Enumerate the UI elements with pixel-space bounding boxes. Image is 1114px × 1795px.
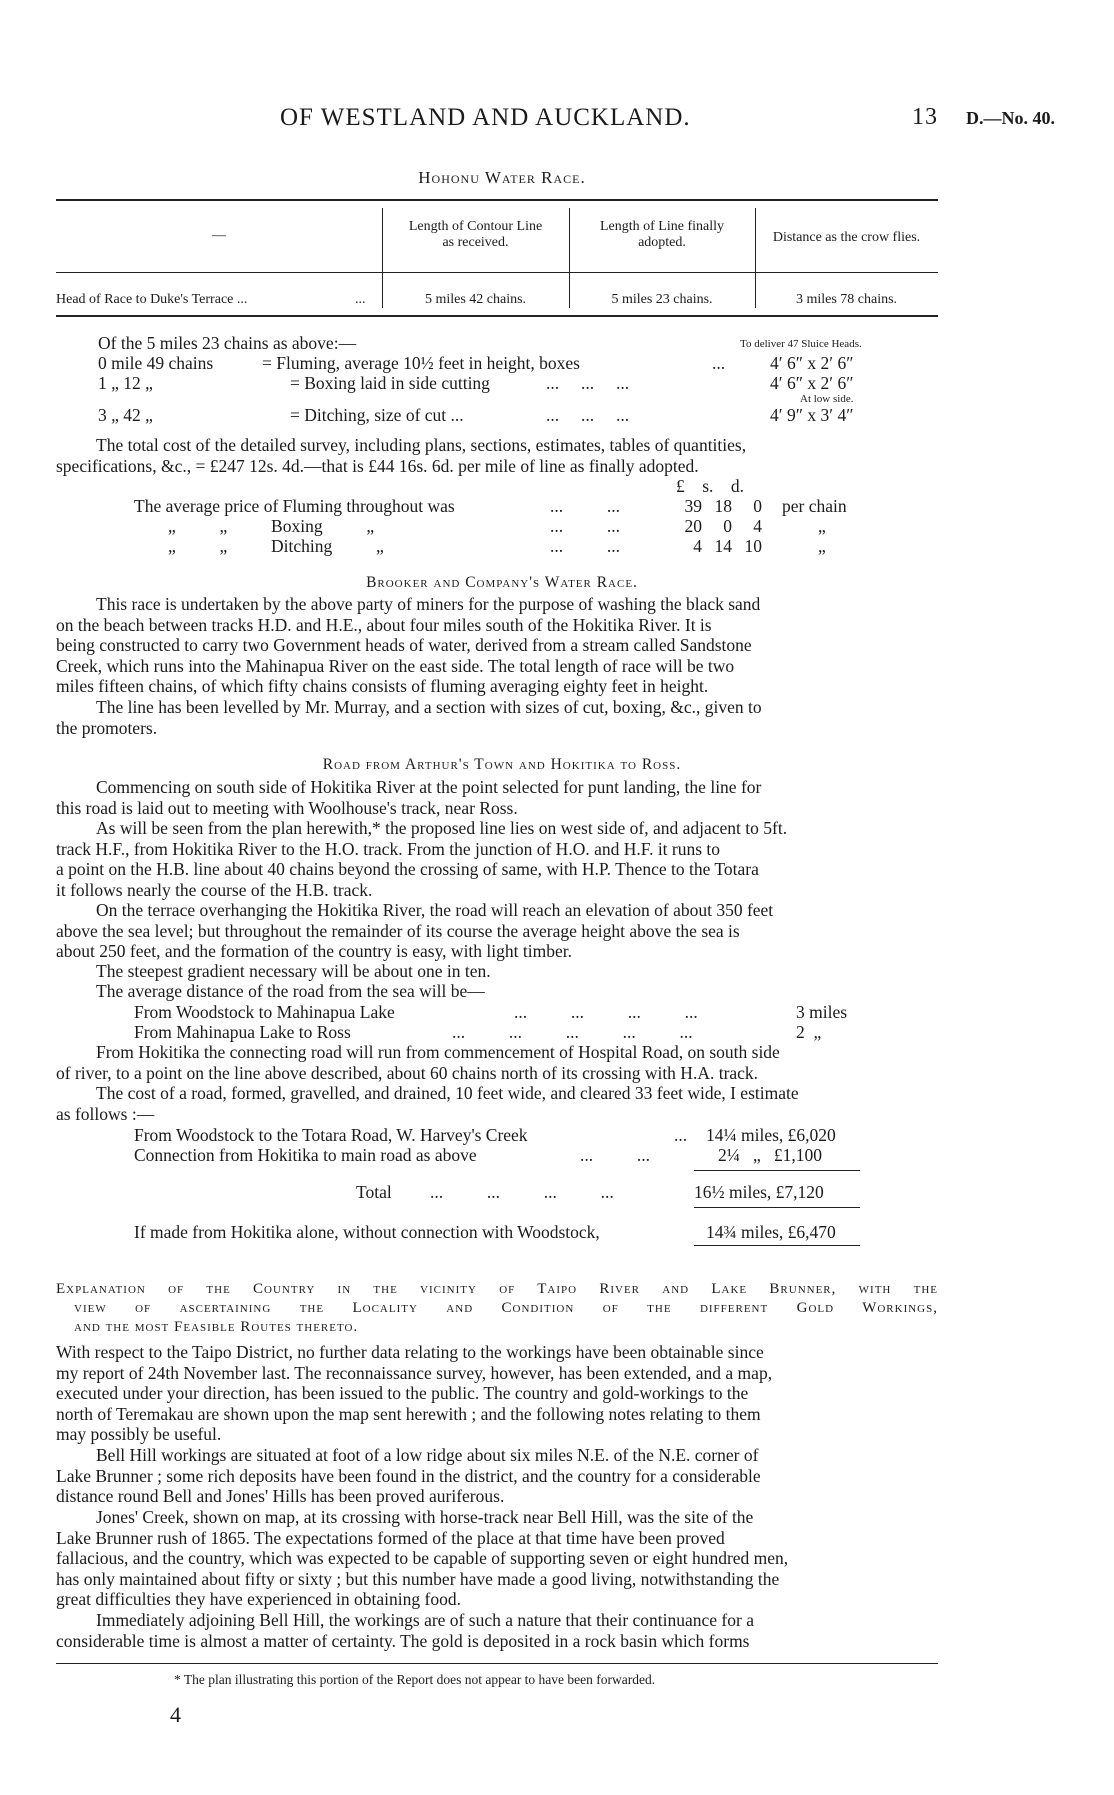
distance-label: From Mahinapua Lake to Ross xyxy=(134,1022,351,1042)
distance-dots: ... ... ... ... ... xyxy=(452,1022,693,1042)
price-pence: 0 xyxy=(753,496,762,516)
footnote: * The plan illustrating this portion of the Report does not appear to have been forwarded. xyxy=(174,1672,656,1687)
price-pence: 10 xyxy=(744,536,762,556)
low-side-note: At low side. xyxy=(800,393,854,405)
cost-dots: ... ... xyxy=(580,1145,650,1165)
price-shillings: 18 xyxy=(714,496,732,516)
table-header-blank: — xyxy=(212,228,226,243)
price-unit: „ xyxy=(818,516,826,536)
taipo-paragraph-1: With respect to the Taipo District, no further data relating to the workings have been obtainable since my report of 24th November last. The reconnaissance survey, however, has been extended, and a map, executed under your direction, has been issued to the public. The country and gold-workings to the north of Teremakau are shown upon the map sent herewith ; and the following notes relating to them may possibly be useful. xyxy=(56,1342,773,1444)
line-desc: = Ditching, size of cut ... xyxy=(290,405,464,425)
taipo-title: Explanation of the Country in the vicinity of Taipo River and Lake Brunner, with the view of ascertaining the Locality and Condition of the different Gold Workings, and the most Feasible Routes thereto. xyxy=(56,1281,938,1335)
lsd-header: £ s. d. xyxy=(676,476,745,496)
price-unit: per chain xyxy=(782,496,847,516)
road-paragraph-7: The cost of a road, formed, gravelled, and drained, 10 feet wide, and cleared 33 feet wide, I estimate as follows :— xyxy=(56,1083,799,1124)
price-label: „ „ Boxing „ xyxy=(168,516,375,536)
taipo-paragraph-2: Bell Hill workings are situated at foot of a low ridge about six miles N.E. of the N.E. corner of Lake Brunner ; some rich deposits have been found in the district, and the country for a considerable distance round Bell and Jones' Hills has been proved auriferous. xyxy=(56,1445,761,1506)
road-paragraph-3: On the terrace overhanging the Hokitika River, the road will reach an elevation of about 350 feet above the sea level; but throughout the remainder of its course the average height above the sea is about 250 feet, and the formation of the country is easy, with light timber. xyxy=(56,900,774,961)
road-paragraph-4: The steepest gradient necessary will be about one in ten. xyxy=(96,961,491,981)
road-paragraph-1: Commencing on south side of Hokitika River at the point selected for punt landing, the line for this road is laid out to meeting with Woolhouse's track, near Ross. xyxy=(56,777,762,818)
cost-value: 2¼ „ £1,100 xyxy=(718,1145,823,1165)
table-cell-crow: 3 miles 78 chains. xyxy=(795,292,898,307)
cost-label: From Woodstock to the Totara Road, W. Harvey's Creek xyxy=(134,1125,528,1145)
table-mid-rule xyxy=(56,272,938,273)
sum-rule xyxy=(694,1170,860,1171)
line-dots: ... ... ... xyxy=(546,405,630,425)
price-dots: ... ... xyxy=(550,536,620,556)
hohonu-cost-paragraph: The total cost of the detailed survey, including plans, sections, estimates, tables of quantities, specifications, &c., = £247 12s. 4d.—that is £44 16s. 6d. per mile of line as finally adopted. xyxy=(56,435,747,476)
table-header-adopted: Length of Line finally adopted. xyxy=(599,219,725,250)
road-paragraph-2: As will be seen from the plan herewith,* the proposed line lies on west side of, and adjacent to 5ft. track H.F., from Hokitika River to the H.O. track. From the junction of H.O. and H.F. it runs to a point on the H.B. line about 40 chains beyond the crossing of same, with H.P. Thence to the Totara it follows nearly the course of the H.B. track. xyxy=(56,818,788,900)
table-header-contour: Length of Contour Line as received. xyxy=(408,219,543,250)
price-unit: „ xyxy=(818,536,826,556)
table-row-label: Head of Race to Duke's Terrace ... xyxy=(56,292,248,307)
table-cell-contour: 5 miles 42 chains. xyxy=(424,292,527,307)
signature-mark: 4 xyxy=(170,1702,181,1727)
line-dots: ... xyxy=(712,353,726,373)
distance-label: From Woodstock to Mahinapua Lake xyxy=(134,1002,395,1022)
footnote-rule xyxy=(56,1663,938,1664)
line-dimension: 4′ 6″ x 2′ 6″ xyxy=(770,373,854,393)
line-dimension: 4′ 9″ x 3′ 4″ xyxy=(770,405,854,425)
distance-value: 3 miles xyxy=(796,1002,848,1022)
total-label: Total xyxy=(356,1182,392,1202)
price-pounds: 20 xyxy=(684,516,702,536)
table-row-dots: ... xyxy=(355,292,366,307)
alone-label: If made from Hokitika alone, without connection with Woodstock, xyxy=(134,1222,600,1242)
road-title: Road from Arthur's Town and Hokitika to Ross. xyxy=(322,756,682,773)
price-shillings: 14 xyxy=(714,536,732,556)
cost-dots: ... xyxy=(674,1125,688,1145)
line-label: 1 „ 12 „ xyxy=(98,373,153,393)
doc-ref: D.—No. 40. xyxy=(966,108,1055,128)
hohonu-title: Hohonu Water Race. xyxy=(418,168,586,187)
alone-value: 14¾ miles, £6,470 xyxy=(706,1222,836,1242)
price-dots: ... ... xyxy=(550,516,620,536)
deliver-note: To deliver 47 Sluice Heads. xyxy=(740,338,862,350)
road-paragraph-5: The average distance of the road from the sea will be— xyxy=(96,981,485,1001)
line-label: 0 mile 49 chains xyxy=(98,353,214,373)
sum-rule xyxy=(694,1207,860,1208)
taipo-paragraph-3: Jones' Creek, shown on map, at its crossing with horse-track near Bell Hill, was the site of the Lake Brunner rush of 1865. The expectations formed of the place at that time have been proved fallacious, and the country, which was expected to be capable of supporting seven or eight hundred men, has only maintained about fifty or sixty ; but this number have made a good living, notwithstanding the great difficulties they have experienced in obtaining food. xyxy=(56,1507,789,1609)
cost-label: Connection from Hokitika to main road as above xyxy=(134,1145,477,1165)
price-pounds: 4 xyxy=(693,536,702,556)
line-desc: = Boxing laid in side cutting xyxy=(290,373,490,393)
taipo-paragraph-4: Immediately adjoining Bell Hill, the workings are of such a nature that their continuance for a considerable time is almost a matter of certainty. The gold is deposited in a rock basin which forms xyxy=(56,1610,754,1651)
running-title: OF WESTLAND AND AUCKLAND. xyxy=(280,104,691,131)
brooker-paragraph-1: This race is undertaken by the above party of miners for the purpose of washing the black sand on the beach between tracks H.D. and H.E., about four miles south of the Hokitika River. It is being constructed to carry two Government heads of water, derived from a stream called Sandstone Creek, which runs into the Mahinapua River on the east side. The total length of race will be two miles fifteen chains, of which fifty chains consists of fluming averaging eighty feet in height. xyxy=(56,594,761,696)
cost-value: 14¼ miles, £6,020 xyxy=(706,1125,836,1145)
road-paragraph-6: From Hokitika the connecting road will run from commencement of Hospital Road, on south side of river, to a point on the line above described, about 60 chains north of its crossing with H.A. track. xyxy=(56,1042,780,1083)
distance-value: 2 „ xyxy=(796,1022,822,1042)
table-top-rule xyxy=(56,199,938,201)
price-shillings: 0 xyxy=(723,516,732,536)
line-desc: = Fluming, average 10½ feet in height, boxes xyxy=(262,353,580,373)
line-dots: ... ... ... xyxy=(546,373,630,393)
brooker-paragraph-2: The line has been levelled by Mr. Murray, and a section with sizes of cut, boxing, &c., given to the promoters. xyxy=(56,697,762,738)
line-dimension: 4′ 6″ x 2′ 6″ xyxy=(770,353,854,373)
page-number: 13 xyxy=(912,104,938,130)
price-label: „ „ Ditching „ xyxy=(168,536,384,556)
table-cell-adopted: 5 miles 23 chains. xyxy=(611,292,713,307)
table-bottom-rule xyxy=(56,315,938,317)
price-label: The average price of Fluming throughout was xyxy=(134,496,455,516)
total-value: 16½ miles, £7,120 xyxy=(694,1182,824,1202)
hohonu-intro: Of the 5 miles 23 chains as above:— xyxy=(98,333,357,353)
sum-rule xyxy=(694,1245,860,1246)
line-label: 3 „ 42 „ xyxy=(98,405,153,425)
price-dots: ... ... xyxy=(550,496,620,516)
distance-dots: ... ... ... ... xyxy=(514,1002,698,1022)
price-pence: 4 xyxy=(753,516,762,536)
table-header-crow: Distance as the crow flies. xyxy=(772,230,921,245)
brooker-title: Brooker and Company's Water Race. xyxy=(366,574,638,591)
total-dots: ... ... ... ... xyxy=(430,1182,614,1202)
price-pounds: 39 xyxy=(684,496,702,516)
